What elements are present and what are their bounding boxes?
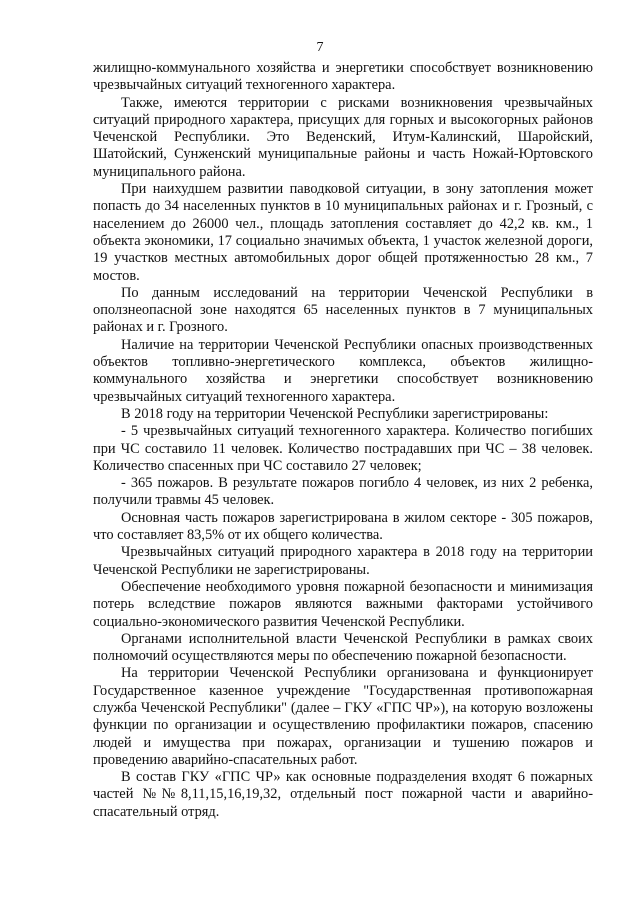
paragraph-natural-risks: Также, имеются территории с рисками возникновения чрезвычайных ситуаций природного характера, присущих для горных и высокогорных районов Чеченской Республики. Это Веденский, Итум-Калинский, Шаройский, Шатойский, Сунженский муниципальные районы и часть Ножай-Юртовского муниципального района. — [93, 94, 593, 180]
document-body — [93, 60, 593, 821]
list-item-technogenic-emergencies: - 5 чрезвычайных ситуаций техногенного характера. Количество погибших при ЧС составило 11 человек. Количество пострадавших при ЧС – 38 человек. Количество спасенных при ЧС составило 27 человек; — [93, 423, 593, 474]
paragraph-hazardous-facilities: Наличие на территории Чеченской Республики опасных производственных объектов топливно-энергетического комплекса, объектов жилищно-коммунального хозяйства и энергетики способствует возникновению чрезвычайных ситуаций техногенного характера. — [93, 336, 593, 405]
paragraph-2018-intro: В 2018 году на территории Чеченской Республики зарегистрированы: — [121, 405, 549, 422]
paragraph-continuation: жилищно-коммунального хозяйства и энергетики способствует возникновению чрезвычайных ситуаций техногенного характера. — [93, 60, 593, 94]
list-item-fires: - 365 пожаров. В результате пожаров погибло 4 человек, из них 2 ребенка, получили травмы 45 человек. — [93, 475, 593, 509]
paragraph-fire-safety-importance: Обеспечение необходимого уровня пожарной безопасности и минимизация потерь вследствие пожаров являются важными факторами устойчивого социально-экономического развития Чеченской Республики. — [93, 578, 593, 630]
paragraph-executive-measures: Органами исполнительной власти Чеченской Республики в рамках своих полномочий осуществляются меры по обеспечению пожарной безопасности. — [93, 630, 593, 665]
paragraph-residential-fires: Основная часть пожаров зарегистрирована в жилом секторе - 305 пожаров, что составляет 83,5% от их общего количества. — [93, 509, 593, 544]
paragraph-natural-emergencies: Чрезвычайных ситуаций природного характера в 2018 году на территории Чеченской Республики не зарегистрированы. — [93, 544, 593, 578]
page-number: 7 — [316, 40, 324, 55]
paragraph-landslide-zone: По данным исследований на территории Чеченской Республики в оползнеопасной зоне находятся 65 населенных пунктов в 7 муниципальных районах и г. Грозного. — [93, 284, 593, 336]
paragraph-gps-agency: На территории Чеченской Республики организована и функционирует Государственное казенное учреждение "Государственная противопожарная служба Чеченской Республики" (далее – ГКУ «ГПС ЧР»), на которую возложены функции по организации и осуществлению профилактики пожаров, спасению людей и имущества при пожарах, организации и тушению пожаров и проведению аварийно-спасательных работ. — [93, 665, 593, 768]
paragraph-flood-scenario: При наихудшем развитии паводковой ситуации, в зону затопления может попасть до 34 населенных пунктов в 10 муниципальных районах и г. Грозный, с населением до 26000 чел., площадь затопления составляет до 42,2 кв. км., 1 объекта экономики, 17 социально значимых объекта, 1 участок железной дороги, 19 участков местных автомобильных дорог общей протяженностью 28 км., 7 мостов. — [93, 181, 593, 284]
paragraph-gps-units: В состав ГКУ «ГПС ЧР» как основные подразделения входят 6 пожарных частей №№8,11,15,16,19,32, отдельный пост пожарной части и аварийно-спасательный отряд. — [93, 769, 593, 820]
